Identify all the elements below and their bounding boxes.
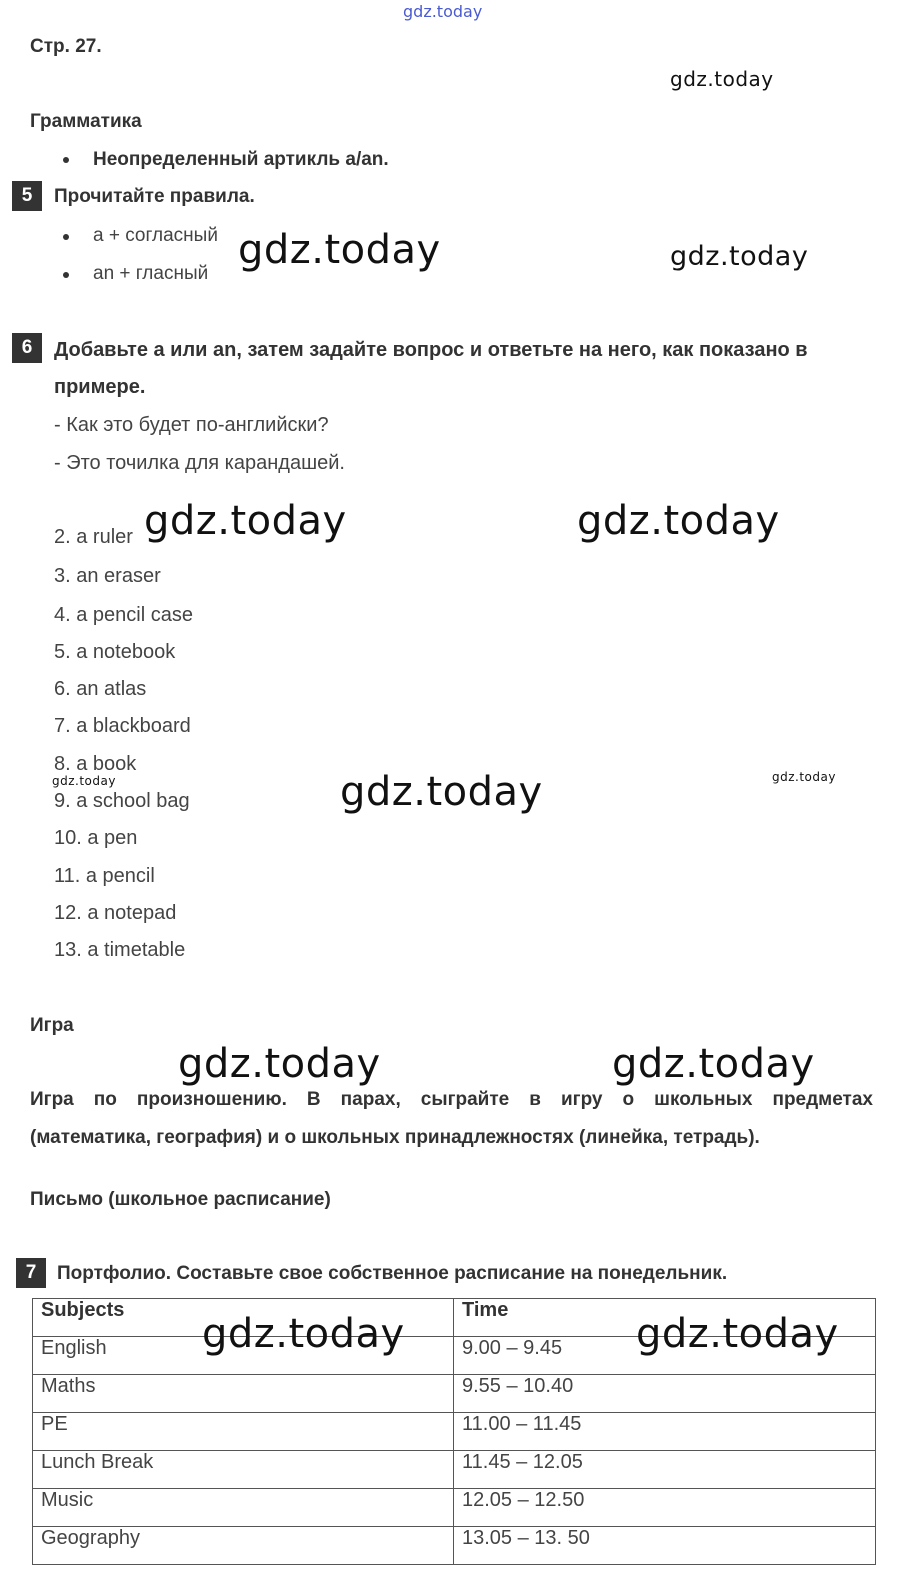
bullet-icon (63, 157, 69, 163)
list-item: 10. a pen (54, 827, 138, 849)
subject-cell: PE (33, 1413, 454, 1451)
watermark: gdz.today (772, 770, 836, 784)
game-text-line: (математика, география) и о школьных принадлежностях (линейка, тетрадь). (30, 1127, 760, 1148)
bullet-icon (63, 272, 69, 278)
example-line: - Как это будет по-английски? (54, 414, 329, 436)
list-item: 2. a ruler (54, 526, 133, 548)
time-cell: 9.55 – 10.40 (454, 1375, 876, 1413)
subject-cell: Lunch Break (33, 1451, 454, 1489)
exercise-title-continuation: примере. (54, 376, 146, 398)
watermark: gdz.today (636, 1311, 839, 1357)
list-item: 8. a book (54, 753, 137, 775)
list-item: 7. a blackboard (54, 715, 191, 737)
list-item: 13. a timetable (54, 939, 186, 961)
list-item: 12. a notepad (54, 902, 177, 924)
list-item: 11. a pencil (54, 865, 155, 887)
exercise-title: Портфолио. Составьте свое собственное расписание на понедельник. (57, 1263, 728, 1284)
exercise-number-badge: 7 (16, 1258, 46, 1288)
table-row (33, 1451, 876, 1489)
rule-item: a + согласный (93, 225, 218, 246)
example-line: - Это точилка для карандашей. (54, 452, 345, 474)
watermark: gdz.today (612, 1041, 815, 1087)
list-item: 9. a school bag (54, 790, 190, 812)
watermark: gdz.today (670, 67, 774, 91)
time-cell: 9.00 – 9.45 (454, 1337, 876, 1375)
page-number: Стр. 27. (30, 36, 102, 57)
time-cell: 12.05 – 12.50 (454, 1489, 876, 1527)
time-cell: 13.05 – 13. 50 (454, 1527, 876, 1565)
watermark: gdz.today (238, 227, 441, 273)
grammar-bullet-text: Неопределенный артикль a/an. (93, 149, 389, 170)
exercise-number-badge: 5 (12, 181, 42, 211)
watermark: gdz.today (202, 1311, 405, 1357)
list-item: 5. a notebook (54, 641, 176, 663)
list-item: 3. an eraser (54, 565, 161, 587)
table-row (33, 1375, 876, 1413)
subject-cell: Music (33, 1489, 454, 1527)
subject-cell: Geography (33, 1527, 454, 1565)
watermark: gdz.today (403, 2, 483, 21)
list-item: 4. a pencil case (54, 604, 193, 626)
exercise-title: Прочитайте правила. (54, 186, 255, 207)
watermark: gdz.today (340, 769, 543, 815)
watermark: gdz.today (670, 241, 809, 272)
time-cell: 11.45 – 12.05 (454, 1451, 876, 1489)
game-heading: Игра (30, 1015, 74, 1036)
watermark: gdz.today (144, 498, 347, 544)
table-row (33, 1413, 876, 1451)
writing-heading: Письмо (школьное расписание) (30, 1189, 331, 1210)
time-cell: 11.00 – 11.45 (454, 1413, 876, 1451)
rule-item: an + гласный (93, 263, 209, 284)
subject-cell: English (33, 1337, 454, 1375)
table-row (33, 1527, 876, 1565)
watermark: gdz.today (52, 774, 116, 788)
list-item: 6. an atlas (54, 678, 147, 700)
column-header-time: Time (454, 1299, 876, 1337)
watermark: gdz.today (178, 1041, 381, 1087)
watermark: gdz.today (577, 498, 780, 544)
exercise-number-badge: 6 (12, 333, 42, 363)
table-row (33, 1489, 876, 1527)
column-header-subjects: Subjects (33, 1299, 454, 1337)
exercise-title: Добавьте a или an, затем задайте вопрос и ответьте на него, как показано в (54, 339, 808, 361)
grammar-heading: Грамматика (30, 111, 142, 132)
subject-cell: Maths (33, 1375, 454, 1413)
game-text-line: Игра по произношению. В парах, сыграйте в игру о школьных предметах (30, 1089, 873, 1110)
bullet-icon (63, 234, 69, 240)
